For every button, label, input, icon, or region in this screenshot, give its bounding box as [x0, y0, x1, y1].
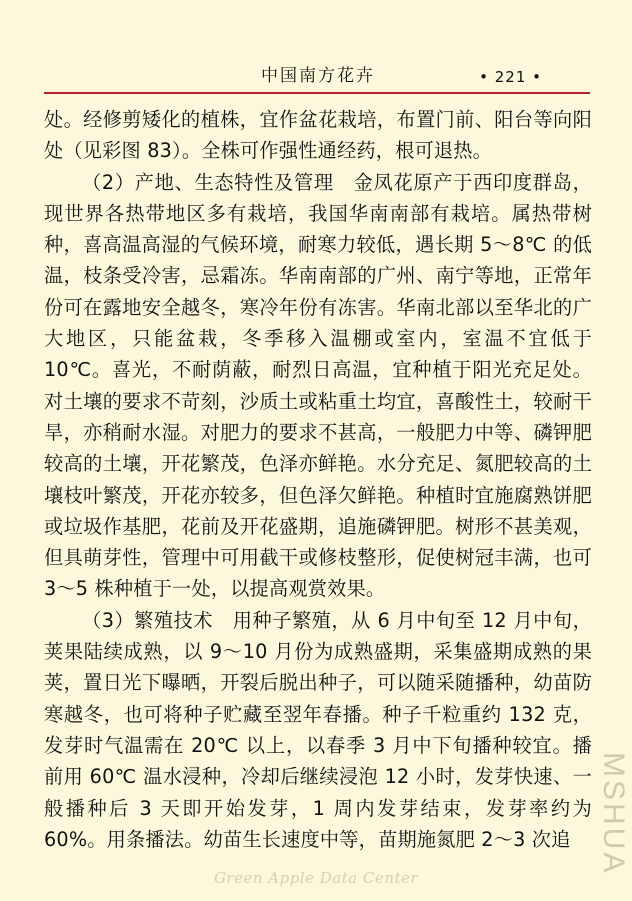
watermark-bottom: Green Apple Data Center [213, 869, 419, 887]
body-text [44, 104, 592, 855]
page-number: • 221 • [479, 68, 542, 86]
paragraph: （2）产地、生态特性及管理 金凤花原产于西印度群岛，现世界各热带地区多有栽培，我国华南南部有栽培。属热带树种，喜高温高湿的气候环境，耐寒力较低，遇长期 5～8℃ 的低温，枝条受冷害，忌霜冻。华南南部的广州、南宁等地，正常年份可在露地安全越冬，寒冷年份有冻害。华南北部以至华北的广大地区，只能盆栽，冬季移入温棚或室内，室温不宜低于 10℃。喜光，不耐荫蔽，耐烈日高温，宜种植于阳光充足处。对土壤的要求不苛刻，沙质土或粘重土均宜，喜酸性土，较耐干旱，亦稍耐水湿。对肥力的要求不甚高，一般肥力中等、磷钾肥较高的土壤，开花繁茂，色泽亦鲜艳。水分充足、氮肥较高的土壤枝叶繁茂，开花亦较多，但色泽欠鲜艳。种植时宜施腐熟饼肥或垃圾作基肥，花前及开花盛期，追施磷钾肥。树形不甚美观，但具萌芽性，管理中可用截干或修枝整形，促使树冠丰满，也可 3～5 株种植于一处，以提高观赏效果。 [44, 170, 592, 601]
watermark-side: MSHUA [597, 752, 630, 876]
paragraph: 处。经修剪矮化的植株，宜作盆花栽培，布置门前、阳台等向阳处（见彩图 83）。全株可作强性通经药，根可退热。 [44, 108, 592, 163]
page-header [48, 52, 588, 86]
book-title: 中国南方花卉 [261, 66, 375, 86]
paragraph: （3）繁殖技术 用种子繁殖，从 6 月中旬至 12 月中旬，荚果陆续成熟，以 9～10 月份为成熟盛期，采集盛期成熟的果荚，置日光下曝晒，开裂后脱出种子，可以随采随播种，幼苗防寒越冬，也可将种子贮藏至翌年春播。种子千粒重约 132 克，发芽时气温需在 20℃ 以上，以春季 3 月中下旬播种较宜。播前用 60℃ 温水浸种，冷却后继续浸泡 12 小时，发芽快速、一般播种后 3 天即开始发芽，1 周内发芽结束，发芽率约为 60%。用条播法。幼苗生长速度中等，苗期施氮肥 2～3 次追 [44, 608, 592, 851]
header-divider [44, 92, 590, 94]
